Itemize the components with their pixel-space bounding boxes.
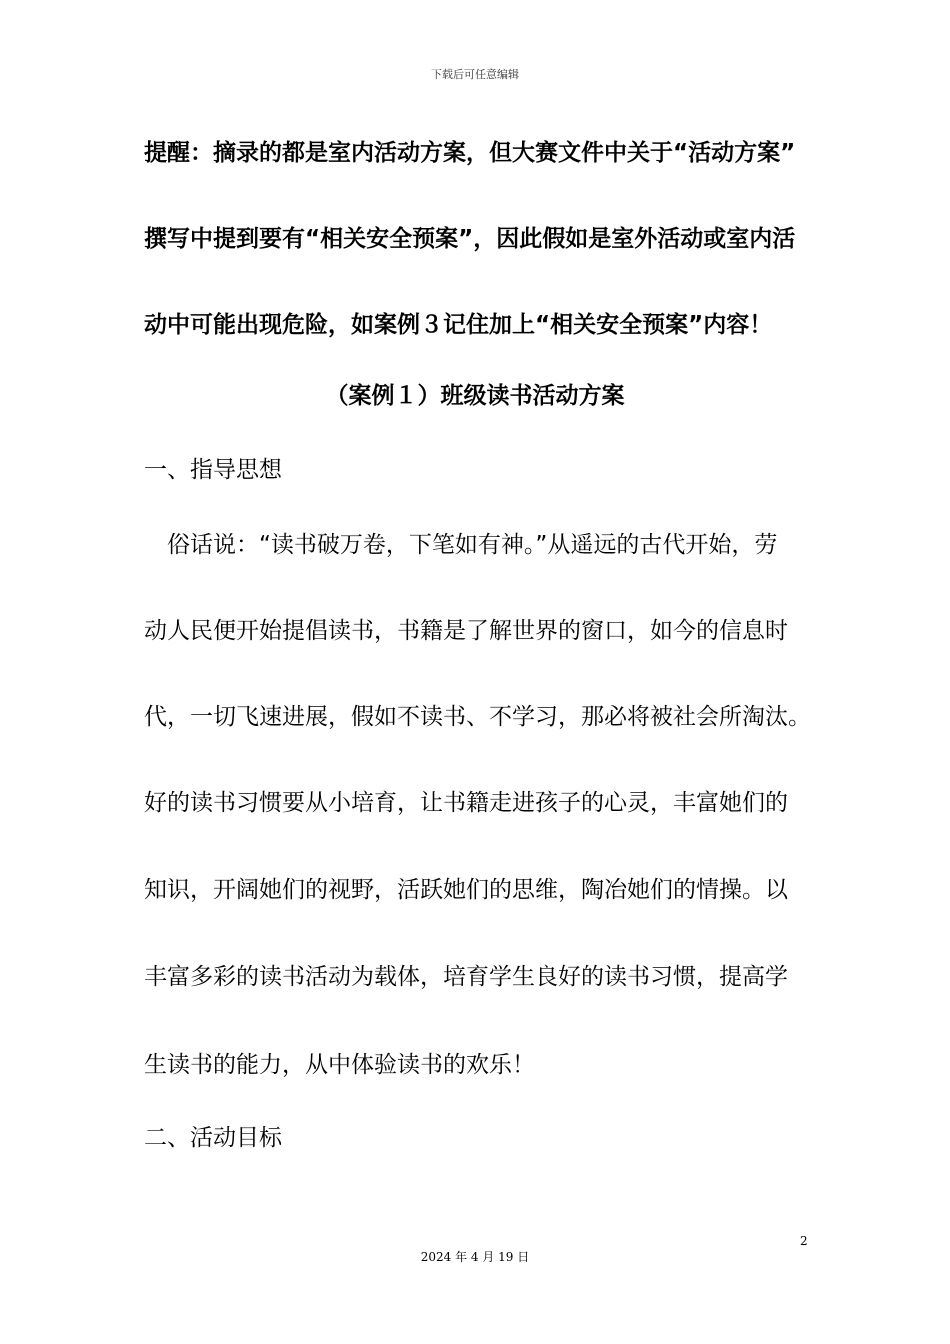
paragraph-line-5: 知识，开阔她们的视野，活跃她们的思维，陶冶她们的情操。以 <box>144 877 788 903</box>
paragraph-line-7: 生读书的能力，从中体验读书的欢乐！ <box>144 1052 535 1078</box>
reminder-line-3: 动中可能出现危险，如案例３记住加上“相关安全预案”内容！ <box>144 312 773 338</box>
section-heading-activity-goals: 二、活动目标 <box>144 1125 282 1151</box>
section-heading-guiding-thought: 一、指导思想 <box>144 457 282 483</box>
paragraph-line-1: 俗话说：“读书破万卷，下笔如有神。”从遥远的古代开始，劳 <box>144 532 778 558</box>
header-note: 下载后可任意编辑 <box>431 68 519 81</box>
reminder-line-1: 提醒：摘录的都是室内活动方案，但大赛文件中关于“活动方案” <box>144 140 796 166</box>
page-number: 2 <box>800 1234 808 1248</box>
paragraph-line-2: 动人民便开始提倡读书，书籍是了解世界的窗口，如今的信息时 <box>144 618 788 644</box>
reminder-line-2: 撰写中提到要有“相关安全预案”，因此假如是室外活动或室内活 <box>144 226 796 252</box>
paragraph-line-6: 丰富多彩的读书活动为载体，培育学生良好的读书习惯，提高学 <box>144 964 788 990</box>
case-title: （案例１）班级读书活动方案 <box>325 383 625 409</box>
footer-date: 2024 年 4 月 19 日 <box>420 1250 530 1264</box>
paragraph-line-4: 好的读书习惯要从小培育，让书籍走进孩子的心灵，丰富她们的 <box>144 790 788 816</box>
paragraph-line-3: 代，一切飞速进展，假如不读书、不学习，那必将被社会所淘汰。 <box>144 704 811 730</box>
